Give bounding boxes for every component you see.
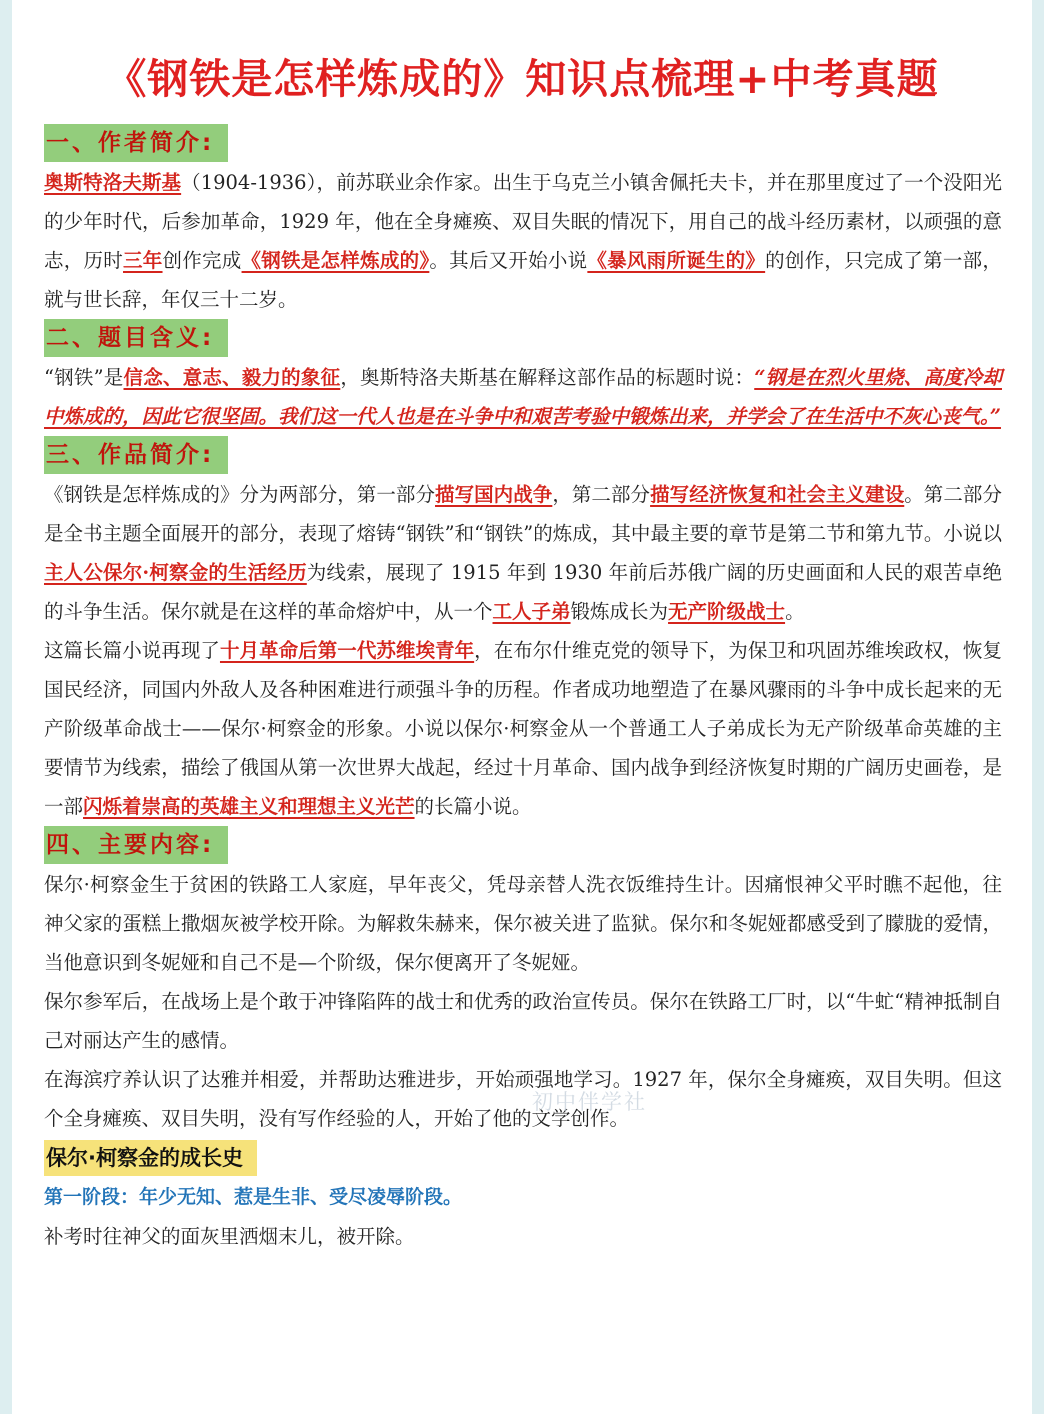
content-paragraph-2: 保尔参军后，在战场上是个敢于冲锋陷阵的战士和优秀的政治宣传员。保尔在铁路工厂时，以“牛虻“精神抵制自己对丽达产生的感情。 (44, 990, 1002, 1052)
page-title: 《钢铁是怎样炼成的》知识点梳理+中考真题 (105, 55, 939, 103)
body-text: 的长篇小说。 (414, 795, 532, 818)
highlighted-text: 闪烁着崇高的英雄主义和理想主义光芒 (83, 795, 415, 818)
body-text: 。其后又开始小说 (429, 249, 588, 272)
section-heading-intro: 三、作品简介: (44, 436, 228, 474)
section-heading-meaning: 二、题目含义: (44, 319, 228, 357)
highlighted-text: 三年 (123, 249, 163, 272)
body-text: ，奥斯特洛夫斯基在解释这部作品的标题时说： (340, 366, 755, 389)
content-paragraph-3: 在海滨疗养认识了达雅并相爱，并帮助达雅进步，开始顽强地学习。1927 年，保尔全身瘫痪，双目失明。但这个全身瘫痪、双目失明，没有写作经验的人，开始了他的文学创作。 (44, 1068, 1002, 1130)
highlighted-text: 描写经济恢复和社会主义建设 (650, 483, 905, 506)
intro-paragraph-1 (44, 475, 1002, 631)
document-page (12, 0, 1032, 1414)
body-text: 。第二部分是全书主题全面展开的部分，表现了熔铸“钢铁”和“钢铁”的炼成，其中最主要的章节是第二节和第九节。小说以 (44, 483, 1002, 545)
body-text: 这篇长篇小说再现了 (44, 639, 220, 662)
stage-1-heading: 第一阶段：年少无知、惹是生非、受尽凌辱阶段。 (44, 1186, 463, 1208)
section-heading-author: 一、作者简介: (44, 124, 228, 162)
highlighted-text: 《钢铁是怎样炼成的》 (241, 249, 430, 272)
growth-heading: 保尔·柯察金的成长史 (44, 1140, 257, 1176)
highlighted-text: 《暴风雨所诞生的》 (587, 249, 766, 272)
highlighted-text: 工人子弟 (492, 600, 571, 623)
intro-paragraph-2 (44, 631, 1002, 826)
content-paragraph-1: 保尔·柯察金生于贫困的铁路工人家庭，早年丧父，凭母亲替人洗衣饭维持生计。因痛恨神父平时瞧不起他，往神父家的蛋糕上撒烟灰被学校开除。为解救朱赫来，保尔被关进了监狱。保尔和冬妮娅都感受到了朦胧的爱情，当他意识到冬妮娅和自己不是—个阶级，保尔便离开了冬妮娅。 (44, 873, 1002, 974)
highlighted-text: “钢是在烈火里烧、高度冷却中炼成的，因此它很坚固。我们这一代人也是在斗争中和艰苦考验中锻炼出来，并学会了在生活中不灰心丧气。” (44, 366, 1002, 428)
body-text: 创作完成 (162, 249, 242, 272)
body-text: “钢铁”是 (44, 366, 124, 389)
body-text: 《钢铁是怎样炼成的》分为两部分，第一部分 (44, 483, 436, 506)
watermark: 初中伴学社 (532, 1090, 647, 1114)
content-body (44, 124, 1002, 1256)
body-text: ，在布尔什维克党的领导下，为保卫和巩固苏维埃政权，恢复国民经济，同国内外敌人及各种困难进行顽强斗争的历程。作者成功地塑造了在暴风骤雨的斗争中成长起来的无产阶级革命战士——保尔·柯察金的形象。小说以保尔·柯察金从一个普通工人子弟成长为无产阶级革命英雄的主要情节为线索，描绘了俄国从第一次世界大战起，经过十月革命、国内战争到经济恢复时期的广阔历史画卷，是一部 (44, 639, 1002, 818)
section-heading-content: 四、主要内容: (44, 826, 228, 864)
body-text: （1904-1936），前苏联业余作家。出生于乌克兰小镇舍佩托夫卡，并在那里度过了一个没阳光的少年时代，后参加革命，1929 年，他在全身瘫痪、双目失眠的情况下，用自己的战斗经历素材，以顽强的意志，历时 (44, 171, 1002, 272)
body-text: 锻炼成长为 (570, 600, 669, 623)
meaning-paragraph (44, 358, 1002, 436)
stage-1-text: 补考时往神父的面灰里洒烟末儿，被开除。 (44, 1225, 415, 1248)
highlighted-text: 无产阶级战士 (668, 600, 786, 623)
author-paragraph (44, 163, 1002, 319)
body-text: 的创作，只完成了第一部，就与世长辞，年仅三十二岁。 (44, 249, 1002, 311)
body-text: ，第二部分 (552, 483, 651, 506)
highlighted-text: 描写国内战争 (435, 483, 553, 506)
body-text: 。 (785, 600, 805, 623)
highlighted-text: 奥斯特洛夫斯基 (44, 171, 182, 194)
body-text: 为线索，展现了 1915 年到 1930 年前后苏俄广阔的历史画面和人民的艰苦卓绝的斗争生活。保尔就是在这样的革命熔炉中，从一个 (44, 561, 1003, 623)
highlighted-text: 十月革命后第一代苏维埃青年 (219, 639, 475, 662)
highlighted-text: 主人公保尔·柯察金的生活经历 (44, 561, 307, 584)
highlighted-text: 信念、意志、毅力的象征 (123, 366, 341, 389)
